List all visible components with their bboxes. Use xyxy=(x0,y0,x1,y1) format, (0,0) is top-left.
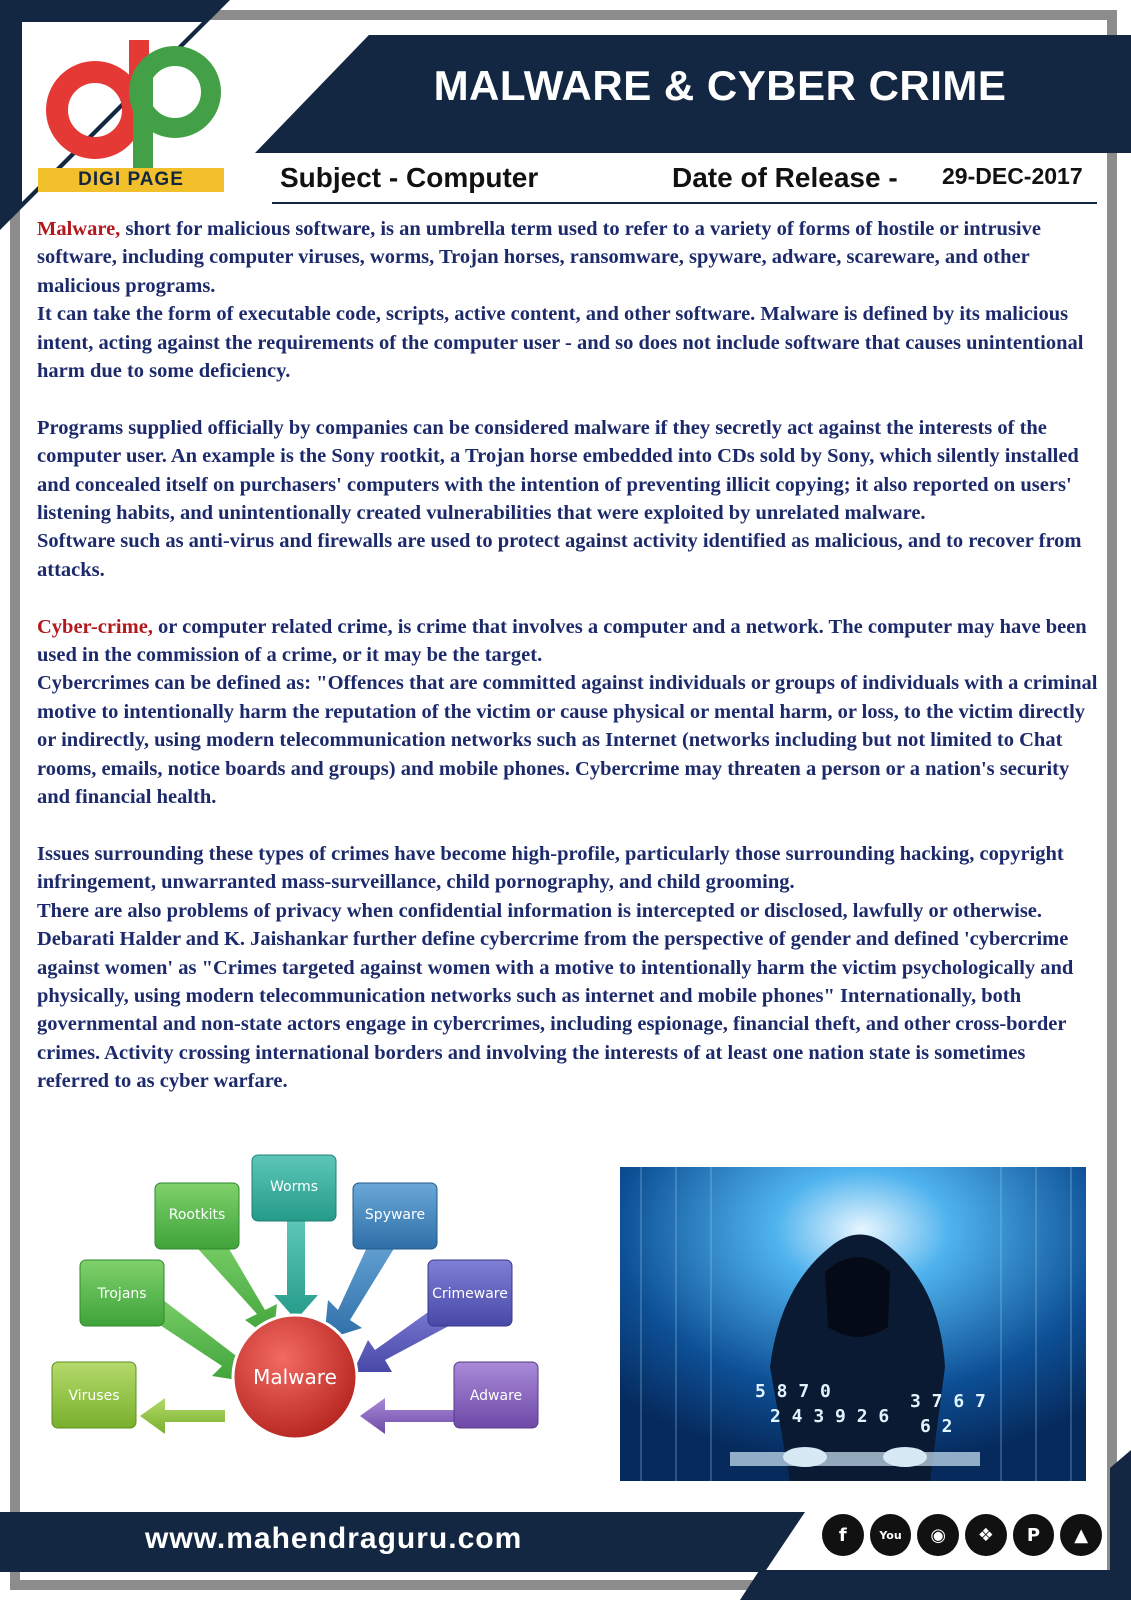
svg-text:Trojans: Trojans xyxy=(97,1286,147,1302)
article-body xyxy=(37,215,1099,1096)
paragraph: Software such as anti-virus and firewalls are used to protect against activity identified as malicious, and to recover from attacks. xyxy=(37,530,1082,581)
paragraph: Issues surrounding these types of crimes have become high-profile, particularly those surrounding hacking, copyright infringement, unwarranted mass-surveillance, child pornography, and child grooming. xyxy=(37,842,1064,894)
facebook-icon[interactable]: f xyxy=(822,1514,864,1556)
website-link[interactable]: www.mahendraguru.com xyxy=(145,1522,523,1555)
social-icons xyxy=(822,1514,1102,1558)
svg-text:Spyware: Spyware xyxy=(364,1207,426,1223)
svg-text:Worms: Worms xyxy=(269,1179,319,1195)
subject-label: Subject - Computer xyxy=(280,162,539,193)
release-date: 29-DEC-2017 xyxy=(942,163,1083,189)
twitter-icon[interactable]: ❖ xyxy=(965,1514,1007,1556)
paragraph: It can take the form of executable code, scripts, active content, and other software. Malware is defined by its malicious intent, acting against the requirements of the computer user - and so does not include software that causes unintentional harm due to some deficiency. xyxy=(37,303,1084,383)
term-malware: Malware, xyxy=(37,218,121,240)
paragraph-text: short for malicious software, is an umbrella term used to refer to a variety of forms of hostile or intrusive software, including computer viruses, worms, Trojan horses, ransomware, spyware, adware, scareware, and other malicious programs. xyxy=(37,218,1041,297)
paragraph: Cybercrimes can be defined as: "Offences that are committed against individuals or groups of individuals with a criminal motive to intentionally harm the reputation of the victim or cause physical or mental harm, or loss, to the victim directly or indirectly, using modern telecommunication networks such as Internet (networks including but not limited to Chat rooms, emails, notice boards and groups) and mobile phones. Cybercrime may threaten a person or a nation's security and financial health. xyxy=(37,672,1098,809)
youtube-icon[interactable]: You xyxy=(870,1514,912,1556)
term-cybercrime: Cyber-crime, xyxy=(37,615,153,638)
release-label: Date of Release - xyxy=(672,162,898,193)
svg-text:Viruses: Viruses xyxy=(68,1388,120,1404)
svg-text:6 2: 6 2 xyxy=(920,1416,953,1437)
malware-types-diagram xyxy=(40,1150,560,1480)
center-label: Malware xyxy=(253,1365,337,1389)
node-adware xyxy=(454,1362,538,1428)
paragraph-text: or computer related crime, is crime that involves a computer and a network. The computer may have been used in the commission of a crime, or it may be the target. xyxy=(37,615,1087,667)
page-title: MALWARE & CYBER CRIME xyxy=(433,62,1007,109)
corner-decoration-bottom xyxy=(740,1570,1131,1600)
svg-text:5 8 7 0: 5 8 7 0 xyxy=(755,1381,831,1402)
header-divider xyxy=(272,202,1097,204)
node-worms xyxy=(252,1155,336,1221)
svg-text:Crimeware: Crimeware xyxy=(432,1286,508,1302)
hacker-photo xyxy=(620,1167,1086,1481)
node-crimeware xyxy=(428,1260,512,1326)
svg-text:2 4 3 9 2 6: 2 4 3 9 2 6 xyxy=(770,1406,890,1427)
brand-badge: DIGI PAGE xyxy=(38,168,224,192)
node-rootkits xyxy=(155,1183,239,1249)
android-icon[interactable]: ▲ xyxy=(1060,1514,1102,1556)
svg-text:Adware: Adware xyxy=(469,1388,523,1404)
paragraph-malware xyxy=(37,215,1099,300)
paragraph: Programs supplied officially by companies can be considered malware if they secretly act against the interests of the computer user. An example is the Sony rootkit, a Trojan horse embedded into CDs sold by Sony, which silently installed and concealed itself on purchasers' computers with the intention of preventing illicit copying; it also reported on users' listening habits, and unintentionally created vulnerabilities that were exploited by unrelated malware. xyxy=(37,416,1079,525)
corner-decoration-right xyxy=(1110,1450,1131,1600)
paragraph: There are also problems of privacy when confidential information is intercepted or disclosed, lawfully or otherwise. Debarati Halder and K. Jaishankar further define cybercrime from the perspective of gender and defined 'cybercrime against women' as "Crimes targeted against women with a motive to intentionally harm the victim psychologically and physically, using modern telecommunication networks such as internet and mobile phones" Internationally, both governmental and non-state actors engage in cybercrimes, including espionage, financial theft, and other cross-border crimes. Activity crossing international borders and involving the interests of at least one nation state is sometimes referred to as cyber warfare. xyxy=(37,899,1074,1093)
malware-center-node xyxy=(233,1315,357,1439)
node-viruses xyxy=(52,1362,136,1428)
svg-text:Rootkits: Rootkits xyxy=(168,1207,226,1223)
instagram-icon[interactable]: ◉ xyxy=(917,1514,959,1556)
paragraph-cybercrime xyxy=(37,613,1099,670)
node-spyware xyxy=(353,1183,437,1249)
svg-text:3 7 6 7: 3 7 6 7 xyxy=(910,1391,986,1412)
node-trojans xyxy=(80,1260,164,1326)
dp-logo xyxy=(33,32,233,172)
pinterest-icon[interactable]: P xyxy=(1013,1514,1055,1556)
